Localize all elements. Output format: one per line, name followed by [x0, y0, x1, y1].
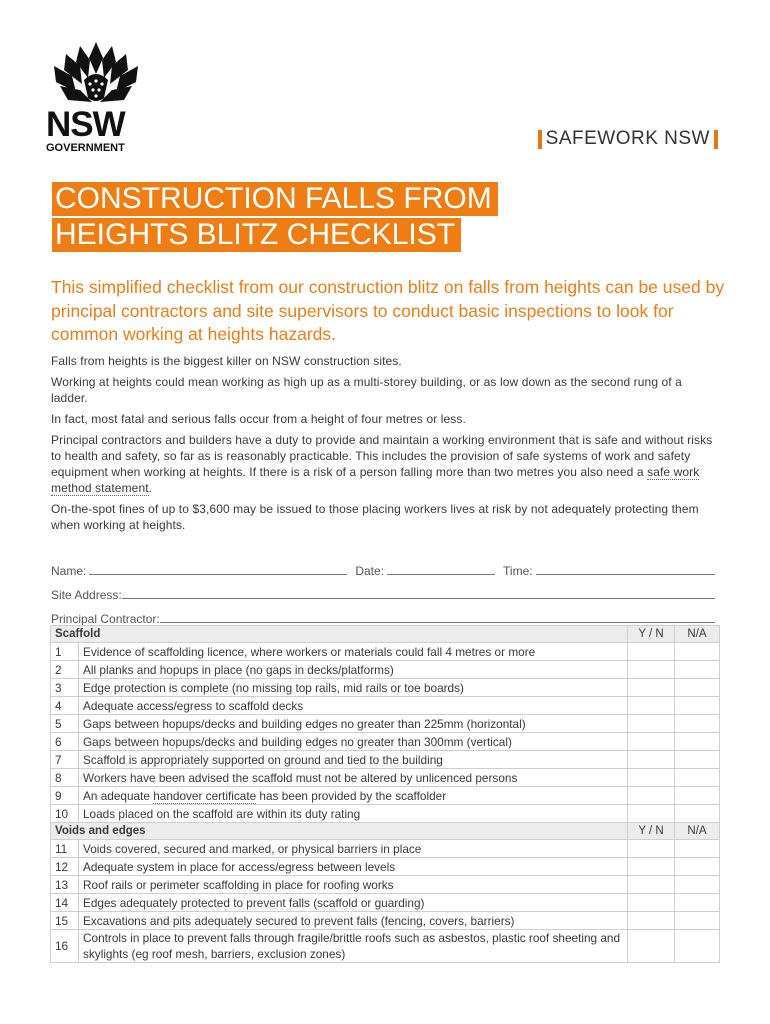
safework-nsw-brand — [534, 128, 722, 150]
logo-government-text: GOVERNMENT — [46, 142, 125, 154]
checklist-row — [51, 733, 720, 751]
yn-cell[interactable] — [628, 805, 675, 823]
section-header — [51, 823, 720, 840]
item-number: 16 — [51, 930, 79, 963]
site-address-label: Site Address: — [51, 588, 122, 602]
na-cell[interactable] — [675, 661, 720, 679]
site-address-row — [51, 578, 719, 602]
brand-bar-right — [714, 130, 718, 149]
item-number: 5 — [51, 715, 79, 733]
name-label: Name: — [51, 564, 87, 578]
item-number: 12 — [51, 858, 79, 876]
item-number: 7 — [51, 751, 79, 769]
item-number: 2 — [51, 661, 79, 679]
na-header: N/A — [675, 626, 720, 643]
item-text: Loads placed on the scaffold are within its duty rating — [79, 805, 628, 823]
item-text — [79, 787, 628, 805]
waratah-flower-icon — [46, 40, 146, 106]
yn-cell[interactable] — [628, 643, 675, 661]
na-cell[interactable] — [675, 751, 720, 769]
checklist-row — [51, 679, 720, 697]
item-text: Edge protection is complete (no missing top rails, mid rails or toe boards) — [79, 679, 628, 697]
yn-cell[interactable] — [628, 787, 675, 805]
checklist-row — [51, 858, 720, 876]
item-number: 4 — [51, 697, 79, 715]
checklist-row — [51, 894, 720, 912]
checklist-row — [51, 643, 720, 661]
yn-cell[interactable] — [628, 930, 675, 963]
time-field[interactable] — [536, 562, 715, 575]
item-number: 10 — [51, 805, 79, 823]
brand-text: SAFEWORK NSW — [545, 128, 710, 149]
yn-cell[interactable] — [628, 912, 675, 930]
item-text: Roof rails or perimeter scaffolding in place for roofing works — [79, 876, 628, 894]
time-label: Time: — [503, 564, 533, 578]
page-title — [52, 182, 498, 254]
swms-link[interactable]: safe work method statement — [51, 465, 700, 495]
paragraph-2: Working at heights could mean working as high up as a multi-storey building, or as low down as the second rung of a ladder. — [51, 375, 682, 405]
item-text: Gaps between hopups/decks and building edges no greater than 225mm (horizontal) — [79, 715, 628, 733]
item-text: Controls in place to prevent falls through fragile/brittle roofs such as asbestos, plastic roof sheeting and skylights (eg roof mesh, barriers, exclusion zones) — [79, 930, 628, 963]
principal-contractor-label: Principal Contractor: — [51, 612, 160, 626]
item-text: All planks and hopups in place (no gaps in decks/platforms) — [79, 661, 628, 679]
paragraph-4 — [51, 432, 721, 496]
paragraph-4-text: Principal contractors and builders have a duty to provide and maintain a working environment that is safe and without risks to health and safety, so far as is reasonably practicable. This includes the provision of safe systems of work and safety equipment when working at heights. If there is a risk of a person falling more than two metres you also need a — [51, 433, 713, 479]
paragraph-3: In fact, most fatal and serious falls occur from a height of four metres or less. — [51, 412, 466, 426]
na-cell[interactable] — [675, 876, 720, 894]
name-field[interactable] — [89, 562, 347, 575]
na-cell[interactable] — [675, 787, 720, 805]
na-cell[interactable] — [675, 715, 720, 733]
item-text: Excavations and pits adequately secured to prevent falls (fencing, covers, barriers) — [79, 912, 628, 930]
checklist-table — [50, 625, 720, 963]
lead-paragraph: This simplified checklist from our construction blitz on falls from heights can be used by principal contractors and site supervisors to conduct basic inspections to look for common working at heights hazards. — [51, 277, 725, 344]
brand-bar-left — [538, 130, 542, 149]
item-text: Scaffold is appropriately supported on ground and tied to the building — [79, 751, 628, 769]
item-text-end: has been provided by the scaffolder — [256, 788, 447, 803]
na-cell[interactable] — [675, 912, 720, 930]
yn-cell[interactable] — [628, 769, 675, 787]
inspection-fields — [51, 554, 719, 626]
na-cell[interactable] — [675, 643, 720, 661]
nsw-government-logo — [46, 40, 148, 154]
yn-cell[interactable] — [628, 715, 675, 733]
na-cell[interactable] — [675, 930, 720, 963]
item-text: Gaps between hopups/decks and building edges no greater than 300mm (vertical) — [79, 733, 628, 751]
na-cell[interactable] — [675, 697, 720, 715]
yn-cell[interactable] — [628, 697, 675, 715]
checklist-row — [51, 876, 720, 894]
checklist-row — [51, 715, 720, 733]
item-number: 11 — [51, 840, 79, 858]
title-line-1: CONSTRUCTION FALLS FROM — [52, 182, 498, 216]
yn-cell[interactable] — [628, 679, 675, 697]
paragraph-5: On-the-spot fines of up to $3,600 may be issued to those placing workers lives at risk by not adequately protecting them when working at heights. — [51, 502, 699, 532]
logo-nsw-text: NSW — [46, 105, 125, 144]
yn-cell[interactable] — [628, 733, 675, 751]
item-number: 15 — [51, 912, 79, 930]
na-cell[interactable] — [675, 840, 720, 858]
item-text: Adequate access/egress to scaffold decks — [79, 697, 628, 715]
item-number: 14 — [51, 894, 79, 912]
checklist-row — [51, 751, 720, 769]
item-text: Voids covered, secured and marked, or physical barriers in place — [79, 840, 628, 858]
paragraph-4-end: . — [148, 481, 153, 495]
paragraph-1: Falls from heights is the biggest killer on NSW construction sites. — [51, 354, 402, 368]
na-cell[interactable] — [675, 858, 720, 876]
yn-cell[interactable] — [628, 751, 675, 769]
checklist-row — [51, 787, 720, 805]
item-number: 1 — [51, 643, 79, 661]
checklist-row — [51, 769, 720, 787]
na-cell[interactable] — [675, 894, 720, 912]
yn-cell[interactable] — [628, 858, 675, 876]
item-number: 3 — [51, 679, 79, 697]
na-header: N/A — [675, 823, 720, 840]
title-line-2: HEIGHTS BLITZ CHECKLIST — [52, 218, 461, 252]
yn-cell[interactable] — [628, 840, 675, 858]
yn-cell[interactable] — [628, 876, 675, 894]
site-address-field[interactable] — [122, 586, 715, 599]
name-date-time-row — [51, 554, 719, 578]
checklist-row — [51, 805, 720, 823]
handover-certificate-link[interactable]: handover certificate — [153, 788, 257, 803]
yn-header: Y / N — [628, 823, 675, 840]
item-text-start: An adequate — [83, 788, 154, 803]
checklist-row — [51, 661, 720, 679]
na-cell[interactable] — [675, 805, 720, 823]
item-number: 6 — [51, 733, 79, 751]
item-number: 8 — [51, 769, 79, 787]
yn-cell[interactable] — [628, 661, 675, 679]
item-text: Workers have been advised the scaffold must not be altered by unlicenced persons — [79, 769, 628, 787]
checklist-row — [51, 930, 720, 963]
section-header — [51, 626, 720, 643]
na-cell[interactable] — [675, 769, 720, 787]
item-text: Adequate system in place for access/egress between levels — [79, 858, 628, 876]
checklist-row — [51, 697, 720, 715]
item-number: 13 — [51, 876, 79, 894]
date-label: Date: — [355, 564, 385, 578]
item-number: 9 — [51, 787, 79, 805]
principal-contractor-field[interactable] — [160, 610, 715, 623]
yn-header: Y / N — [628, 626, 675, 643]
section-title: Scaffold — [51, 626, 628, 643]
body-text — [51, 353, 721, 538]
na-cell[interactable] — [675, 679, 720, 697]
item-text: Edges adequately protected to prevent falls (scaffold or guarding) — [79, 894, 628, 912]
date-field[interactable] — [387, 562, 495, 575]
checklist-row — [51, 840, 720, 858]
principal-contractor-row — [51, 602, 719, 626]
na-cell[interactable] — [675, 733, 720, 751]
item-text: Evidence of scaffolding licence, where workers or materials could fall 4 metres or more — [79, 643, 628, 661]
section-title: Voids and edges — [51, 823, 628, 840]
checklist-row — [51, 912, 720, 930]
yn-cell[interactable] — [628, 894, 675, 912]
